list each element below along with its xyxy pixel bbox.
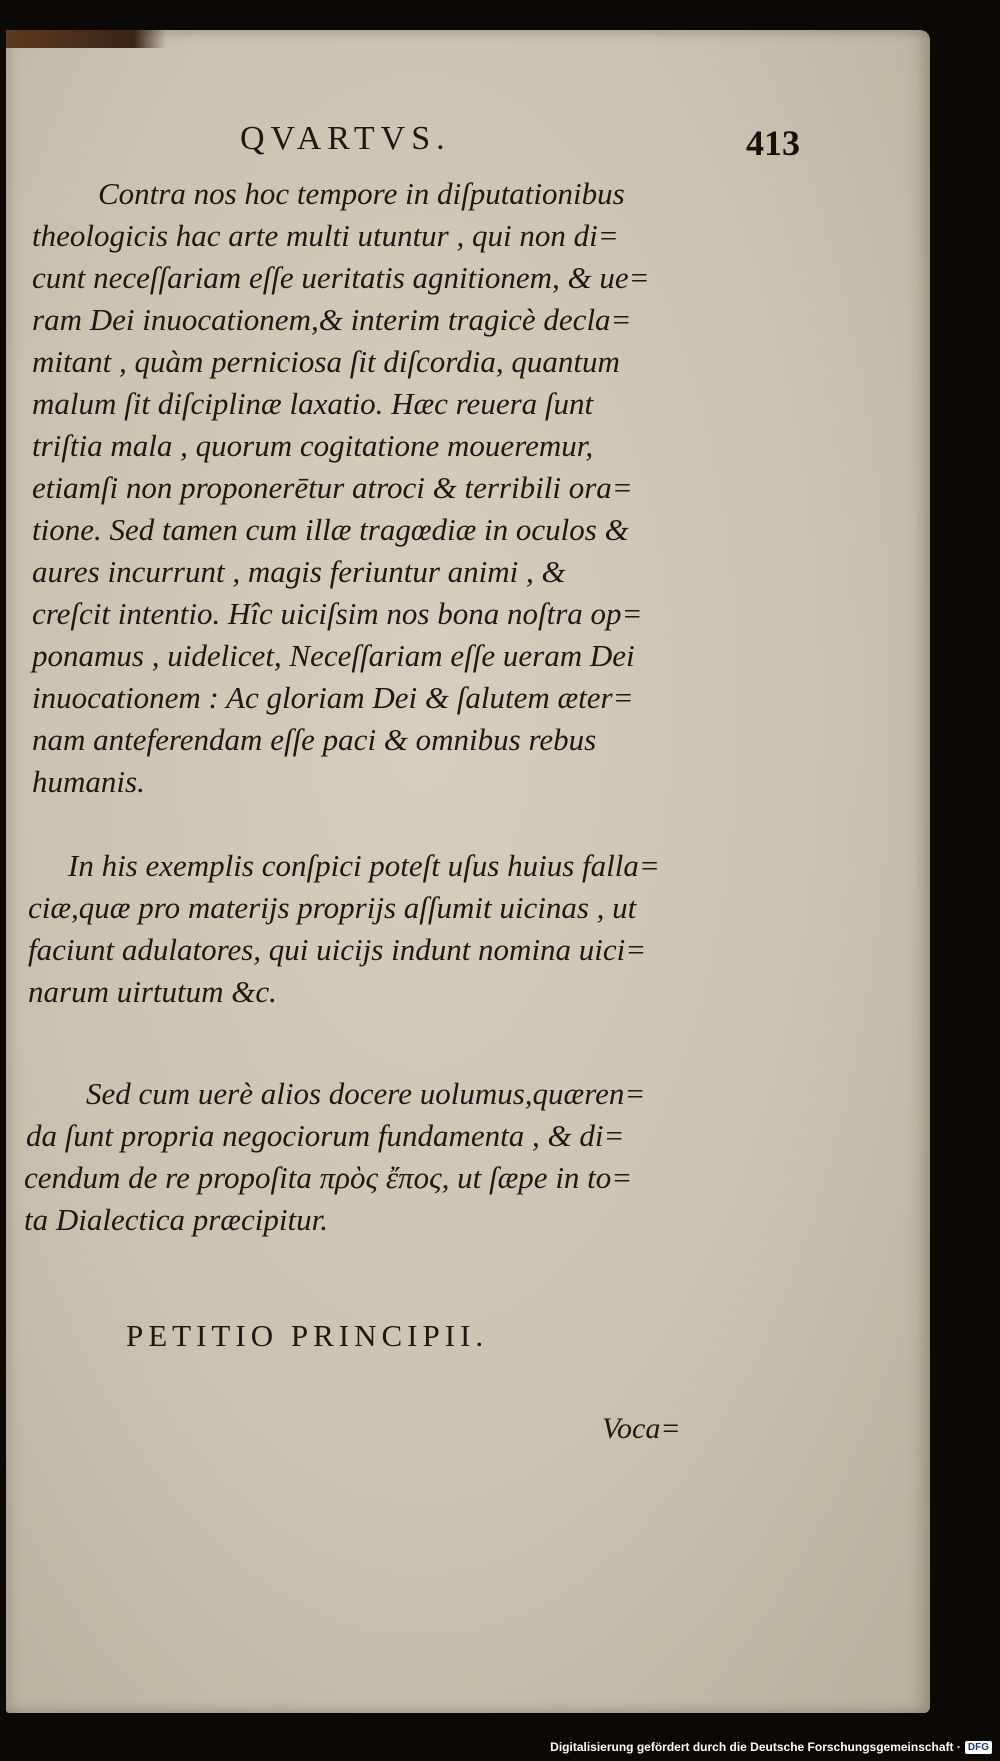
text-line: mitant , quàm perniciosa ſit diſcordia, quantum [32, 344, 620, 379]
text-line: da ſunt propria negociorum fundamenta , & di= [26, 1118, 625, 1153]
binding-edge [6, 30, 166, 48]
text-line: ta Dialectica præcipitur. [24, 1202, 328, 1237]
text-line: narum uirtutum &c. [28, 974, 277, 1009]
text-line: etiamſi non proponerētur atroci & terribili ora= [32, 470, 633, 505]
text-line: Sed cum uerè alios docere uolumus,quæren= [86, 1076, 646, 1111]
digitization-credit [550, 1737, 992, 1757]
text-line: aures incurrunt , magis feriuntur animi , & [32, 554, 566, 589]
text-line: nam anteferendam eſſe paci & omnibus rebus [32, 722, 597, 757]
credit-text: Digitalisierung gefördert durch die Deutsche Forschungsgemeinschaft · [550, 1740, 961, 1754]
text-line: ram Dei inuocationem,& interim tragicè decla= [32, 302, 632, 337]
text-line: inuocationem : Ac gloriam Dei & ſalutem æter= [32, 680, 634, 715]
text-line: ciæ,quæ pro materijs proprijs aſſumit uicinas , ut [28, 890, 637, 925]
text-line: faciunt adulatores, qui uicijs indunt nomina uici= [28, 932, 647, 967]
text-line: cunt neceſſariam eſſe ueritatis agnitionem, & ue= [32, 260, 650, 295]
page-number: 413 [746, 123, 800, 163]
text-line: triſtia mala , quorum cogitatione moueremur, [32, 428, 594, 463]
catchword: Voca= [602, 1412, 681, 1445]
text-line: Contra nos hoc tempore in diſputationibus [98, 176, 625, 211]
text-line: tione. Sed tamen cum illæ tragœdiæ in oculos & [32, 512, 629, 547]
section-heading: PETITIO PRINCIPII. [126, 1318, 489, 1353]
running-head: QVARTVS. [240, 120, 451, 157]
text-line: theologicis hac arte multi utuntur , qui non di= [32, 218, 619, 253]
dfg-logo: DFG [965, 1741, 992, 1754]
text-line: humanis. [32, 764, 145, 799]
text-line: In his exemplis conſpici poteſt uſus huius falla= [68, 848, 660, 883]
text-line: creſcit intentio. Hîc uiciſsim nos bona noſtra op= [32, 596, 643, 631]
text-line: cendum de re propoſita πρὸς ἔπος, ut ſæpe in to= [24, 1160, 633, 1195]
text-line: ponamus , uidelicet, Neceſſariam eſſe ueram Dei [32, 638, 635, 673]
text-line: malum ſit diſciplinæ laxatio. Hæc reuera ſunt [32, 386, 594, 421]
